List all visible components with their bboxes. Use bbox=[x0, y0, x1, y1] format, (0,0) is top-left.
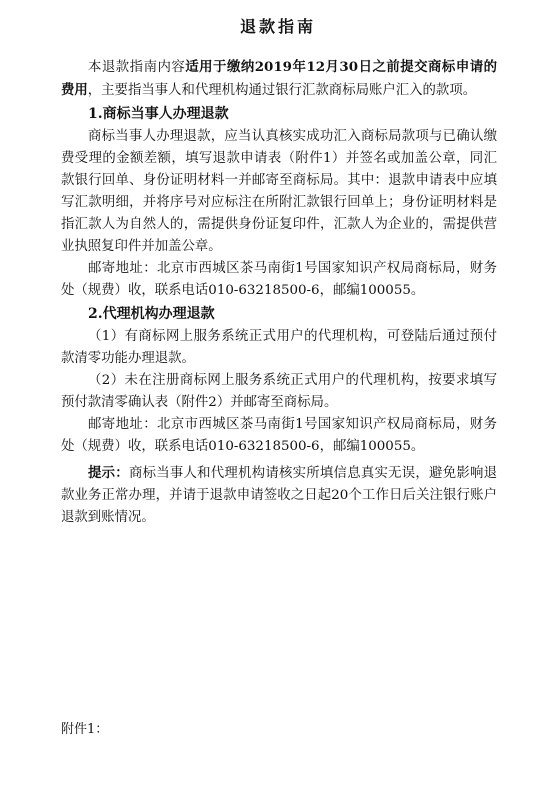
intro-bold: 适用于缴纳2019年12月30日之前提交商标申请的费用 bbox=[61, 59, 497, 98]
section2-address: 邮寄地址：北京市西城区茶马南街1号国家知识产权局商标局，财务处（规费）收，联系电话010-63218500-6，邮编100055。 bbox=[61, 417, 497, 454]
tip-label: 提示： bbox=[88, 465, 129, 481]
attachment-label: 附件1： bbox=[61, 722, 109, 737]
document-body bbox=[61, 56, 497, 529]
section2-heading: 2.代理机构办理退款 bbox=[88, 306, 215, 322]
tip-text: 商标当事人和代理机构请核实所填信息真实无误，避免影响退款业务正常办理，并请于退款申请签收之日起20个工作日后关注银行账户退款到账情况。 bbox=[61, 466, 498, 525]
section2-item-2: （2）未在注册商标网上服务系统正式用户的代理机构，按要求填写预付款清零确认表（附件2）并邮寄至商标局。 bbox=[61, 373, 497, 410]
section1-heading: 1.商标当事人办理退款 bbox=[88, 106, 229, 122]
intro-paragraph bbox=[61, 56, 497, 102]
section2-item-1: （1）有商标网上服务系统正式用户的代理机构，可登陆后通过预付款清零功能办理退款。 bbox=[61, 329, 497, 366]
intro-prefix: 本退款指南内容 bbox=[88, 60, 186, 75]
section1-paragraph: 商标当事人办理退款，应当认真核实成功汇入商标局款项与已确认缴费受理的金额差额，填写退款申请表（附件1）并签名或加盖公章，同汇款银行回单、身份证明材料一并邮寄至商标局。其中：退款申请表中应填写汇款明细，并将序号对应标注在所附汇款银行回单上；身份证明材料是指汇款人为自然人的，需提供身份证复印件，汇款人为企业的，需提供营业执照复印件并加盖公章。 bbox=[61, 129, 497, 254]
page-title: 退款指南 bbox=[239, 17, 316, 36]
intro-suffix: ，主要指当事人和代理机构通过银行汇款商标局账户汇入的款项。 bbox=[87, 83, 477, 98]
tip-paragraph bbox=[61, 462, 497, 529]
section1-address: 邮寄地址：北京市西城区茶马南街1号国家知识产权局商标局，财务处（规费）收，联系电话010-63218500-6，邮编100055。 bbox=[61, 261, 497, 298]
